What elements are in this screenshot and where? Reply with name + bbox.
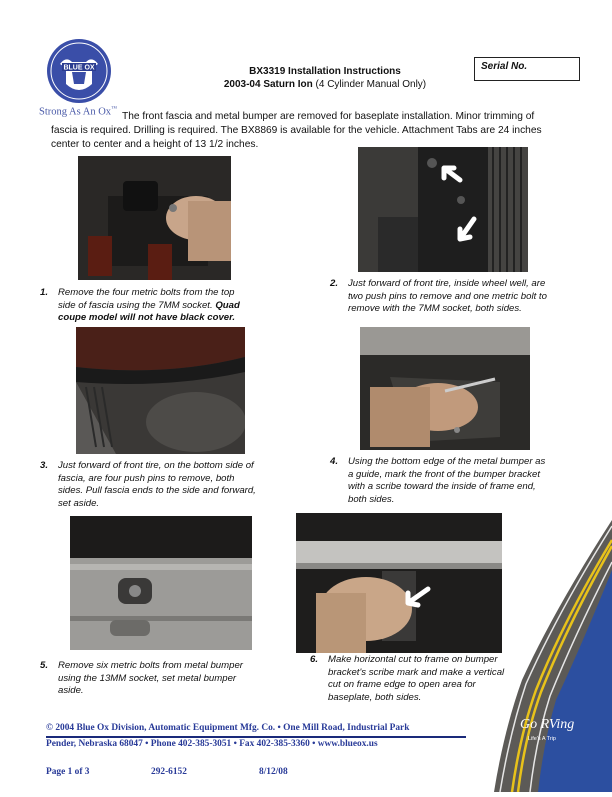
tagline: Strong As An Ox™ bbox=[39, 106, 117, 118]
subtitle-line: 2003-04 Saturn Ion (4 Cylinder Manual Only) bbox=[223, 79, 427, 90]
logo-text: BLUE OX bbox=[63, 64, 95, 72]
page-number: Page 1 of 3 bbox=[46, 767, 90, 777]
step-1-photo bbox=[78, 156, 231, 280]
step-1-caption: 1. Remove the four metric bolts from the top side of fascia using the 7MM socket. Quad coupe model will not have black cover. bbox=[40, 287, 240, 324]
footer-divider bbox=[46, 736, 466, 738]
go-rving-badge bbox=[494, 520, 612, 792]
go-rving-slogan: Life's A Trip bbox=[528, 736, 556, 742]
step-4-caption: 4. Using the bottom edge of the metal bumper as a guide, mark the front of the bumper bracket with a scribe toward the inside of frame end, both sides. bbox=[330, 456, 546, 505]
step-4-photo bbox=[360, 327, 530, 450]
step-3-caption: 3. Just forward of front tire, on the bottom side of fascia, are four push pins to remove, both sides. Pull fascia ends to the side and forward, set aside. bbox=[40, 460, 256, 509]
serial-label: Serial No. bbox=[481, 61, 528, 72]
doc-date: 8/12/08 bbox=[259, 767, 288, 777]
step-5-photo bbox=[70, 516, 252, 650]
doc-number: 292-6152 bbox=[151, 767, 187, 777]
step-6-photo bbox=[296, 513, 502, 653]
step-6-caption: 6. Make horizontal cut to frame on bumper bracket's scribe mark and make a vertical cut on frame edge to open area for baseplate, both sides. bbox=[310, 654, 505, 703]
step-2-photo bbox=[358, 147, 528, 272]
go-rving-text: Go RVing bbox=[520, 717, 575, 732]
step-3-photo bbox=[76, 327, 245, 454]
step-2-caption: 2. Just forward of front tire, inside wheel well, are two push pins to remove and one metric bolt to remove with the 7MM socket, both sides. bbox=[330, 278, 547, 315]
intro-paragraph: The front fascia and metal bumper are removed for baseplate installation. Minor trimming of fascia is required. Drilling is required. The BX8869 is available for the vehicle. Attachment Tabs are 24 inches center to center and a height of 13 1/2 inches. bbox=[51, 111, 542, 150]
step-5-caption: 5. Remove six metric bolts from metal bumper using the 13MM socket, set metal bumper aside. bbox=[40, 660, 243, 697]
serial-number-field[interactable] bbox=[474, 57, 580, 81]
footer-address: © 2004 Blue Ox Division, Automatic Equipment Mfg. Co. • One Mill Road, Industrial Park Pender, Nebraska 68047 • Phone 402-385-3051 • Fax 402-385-3360 • www.blueox.us bbox=[46, 723, 410, 749]
title-line: BX3319 Installation Instructions bbox=[249, 66, 401, 77]
document-title bbox=[200, 65, 450, 91]
blue-ox-logo bbox=[46, 38, 112, 104]
footer-meta bbox=[46, 767, 288, 777]
